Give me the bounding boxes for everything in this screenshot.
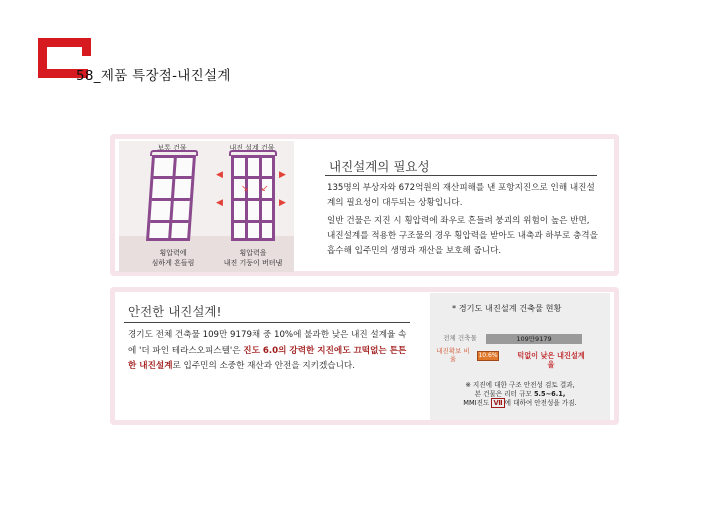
- necessity-heading: 내진설계의 필요성: [329, 159, 430, 174]
- divider: [124, 322, 410, 323]
- intensity-badge: Ⅶ: [493, 399, 503, 407]
- safety-paragraph: 경기도 전체 건축물 109만 9179채 중 10%에 불과한 낮은 내진 설계율 속에 '더 파인 테라스오피스텔'은 진도 6.0의 강력한 지진에도 끄떡없는 튼튼한 내진설계로 입주민의 소중한 재산과 안전을 지키겠습니다.: [128, 330, 407, 372]
- divider: [325, 175, 597, 176]
- force-arrow-icon: ↙: [261, 184, 269, 194]
- total-buildings-bar: [486, 334, 582, 344]
- necessity-paragraph-2: 일반 건물은 지진 시 횡압력에 좌우로 흔들려 붕괴의 위험이 높은 반면, 내진설계를 적용한 구조물의 경우 횡압력을 받아도 내축과 하부로 충격을 흡수해 입주민의 생명과 재산을 보호해 줍니다.: [327, 216, 598, 257]
- force-arrow-icon: ◀: [216, 170, 223, 180]
- force-arrow-icon: ▶: [279, 198, 286, 208]
- total-buildings-value: 109만9179: [516, 335, 552, 343]
- normal-building-graphic: [146, 155, 196, 241]
- force-arrow-icon: ↘: [241, 184, 249, 194]
- necessity-paragraph-1: 135명의 부상자와 672억원의 재산피해를 낸 포항지진으로 인해 내진설계의 필요성이 대두되는 상황입니다.: [327, 183, 595, 209]
- normal-building-description: 횡압력에 심하게 흔들림: [151, 249, 195, 267]
- force-arrow-icon: ▶: [279, 170, 286, 180]
- safety-heading: 안전한 내진설계!: [128, 304, 222, 319]
- safety-card-body: [115, 292, 614, 420]
- highlight-text: 진도 6.0의 강력한 지진에도 끄떡없는 튼튼한 내진설계: [128, 345, 407, 372]
- total-buildings-label: 전체 건축물: [443, 334, 477, 342]
- force-arrow-icon: ◀: [216, 198, 223, 208]
- building-comparison-illustration: [119, 141, 294, 272]
- seismic-building-caption: 내진 설계 건물: [229, 144, 275, 152]
- seismic-building-graphic: [231, 155, 275, 241]
- seismic-stats-box: [430, 293, 610, 420]
- normal-building-caption: 보통 건물: [157, 144, 187, 152]
- ratio-note: 턱없이 낮은 내진설계율: [517, 351, 585, 369]
- ratio-value: 10.6%: [478, 352, 498, 359]
- safety-card: [110, 287, 619, 425]
- stats-title: * 경기도 내진설계 건축물 현황: [452, 303, 562, 313]
- ratio-bar: [477, 351, 499, 361]
- stats-footnote: ※ 지진에 대한 구조 안전성 검토 결과, 본 건물은 리터 규모 5.5~6.1, MMI진도 Ⅶ 에 대하여 안전성을 가짐.: [463, 381, 577, 407]
- page-title: 58_제품 특장점-내진설계: [76, 68, 231, 84]
- necessity-card-body: [115, 139, 614, 271]
- ratio-label: 내진확보 비율: [436, 347, 470, 363]
- necessity-card: [110, 134, 619, 276]
- seismic-building-description: 횡압력을 내진 기둥이 버텨냄: [223, 249, 283, 267]
